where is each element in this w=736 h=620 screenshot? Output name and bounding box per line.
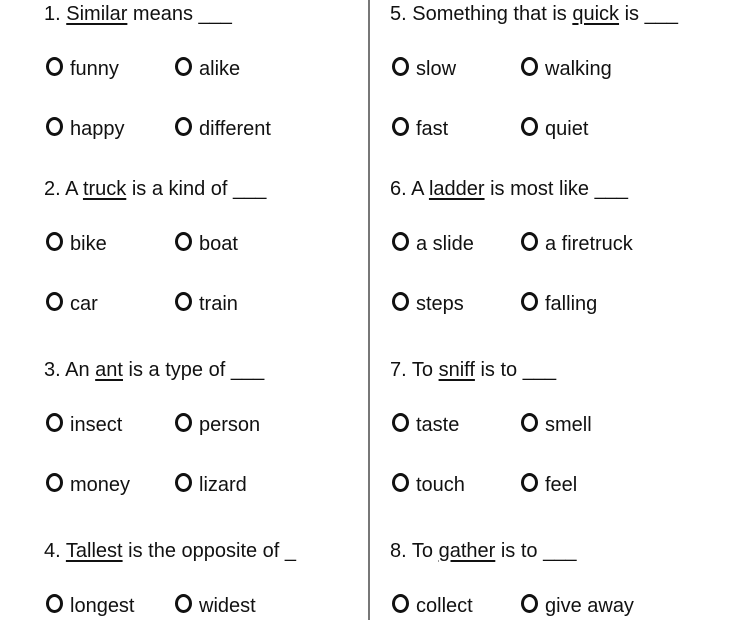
radio-circle-icon[interactable] [392, 292, 409, 311]
option-label: a firetruck [545, 233, 633, 255]
question-3 [44, 358, 264, 382]
question-suffix: is a kind of ___ [126, 178, 267, 200]
answer-option[interactable] [46, 292, 98, 316]
radio-circle-icon[interactable] [392, 232, 409, 251]
question-keyword: Similar [66, 3, 128, 25]
question-1 [44, 2, 232, 26]
radio-circle-icon[interactable] [46, 413, 63, 432]
radio-circle-icon[interactable] [521, 117, 538, 136]
option-label: person [199, 414, 261, 436]
question-number: 7. [390, 359, 407, 381]
question-number: 3. [44, 359, 61, 381]
radio-circle-icon[interactable] [392, 57, 409, 76]
radio-circle-icon[interactable] [521, 57, 538, 76]
answer-option[interactable] [46, 232, 107, 256]
answer-option[interactable] [521, 292, 597, 316]
answer-option[interactable] [175, 413, 260, 437]
option-label: car [70, 293, 98, 315]
answer-option[interactable] [175, 473, 247, 497]
question-number: 8. [390, 540, 407, 562]
question-7 [390, 358, 556, 382]
answer-option[interactable] [392, 117, 448, 141]
option-label: taste [416, 414, 460, 436]
option-label: widest [199, 595, 256, 617]
question-2 [44, 177, 266, 201]
option-label: insect [70, 414, 123, 436]
question-keyword: ant [95, 359, 123, 381]
radio-circle-icon[interactable] [521, 594, 538, 613]
answer-option[interactable] [392, 594, 473, 618]
column-divider [368, 0, 370, 620]
radio-circle-icon[interactable] [392, 473, 409, 492]
question-keyword: Tallest [65, 540, 123, 562]
answer-option[interactable] [521, 413, 592, 437]
answer-option[interactable] [175, 117, 271, 141]
option-label: funny [70, 58, 119, 80]
question-prefix: To [411, 540, 439, 562]
option-label: steps [416, 293, 464, 315]
answer-option[interactable] [175, 232, 238, 256]
question-suffix: means ___ [127, 3, 232, 25]
option-label: slow [416, 58, 457, 80]
answer-option[interactable] [46, 473, 130, 497]
option-label: fast [416, 118, 449, 140]
radio-circle-icon[interactable] [175, 232, 192, 251]
question-keyword: gather [438, 540, 496, 562]
radio-circle-icon[interactable] [175, 594, 192, 613]
answer-option[interactable] [46, 117, 125, 141]
option-label: quiet [545, 118, 589, 140]
question-6 [390, 177, 628, 201]
option-label: different [199, 118, 271, 140]
question-suffix: is the opposite of _ [122, 540, 297, 562]
option-label: give away [545, 595, 634, 617]
question-prefix: A [65, 178, 83, 200]
answer-option[interactable] [521, 57, 612, 81]
answer-option[interactable] [521, 594, 634, 618]
radio-circle-icon[interactable] [521, 413, 538, 432]
radio-circle-icon[interactable] [521, 473, 538, 492]
question-suffix: is a type of ___ [122, 359, 265, 381]
question-number: 1. [44, 3, 61, 25]
option-label: boat [199, 233, 238, 255]
radio-circle-icon[interactable] [392, 413, 409, 432]
radio-circle-icon[interactable] [175, 473, 192, 492]
option-label: train [199, 293, 238, 315]
answer-option[interactable] [521, 117, 588, 141]
answer-option[interactable] [46, 594, 135, 618]
option-label: smell [545, 414, 592, 436]
question-suffix: is ___ [619, 3, 678, 25]
option-label: money [70, 474, 131, 496]
option-label: falling [545, 293, 598, 315]
option-label: longest [70, 595, 135, 617]
answer-option[interactable] [46, 413, 122, 437]
radio-circle-icon[interactable] [46, 292, 63, 311]
question-keyword: quick [572, 3, 620, 25]
question-keyword: truck [82, 178, 127, 200]
radio-circle-icon[interactable] [46, 594, 63, 613]
answer-option[interactable] [175, 594, 256, 618]
radio-circle-icon[interactable] [175, 413, 192, 432]
question-number: 2. [44, 178, 61, 200]
radio-circle-icon[interactable] [521, 232, 538, 251]
option-label: touch [416, 474, 465, 496]
question-number: 5. [390, 3, 407, 25]
radio-circle-icon[interactable] [46, 232, 63, 251]
radio-circle-icon[interactable] [175, 57, 192, 76]
radio-circle-icon[interactable] [521, 292, 538, 311]
answer-option[interactable] [521, 232, 633, 256]
radio-circle-icon[interactable] [175, 292, 192, 311]
option-label: bike [70, 233, 107, 255]
option-label: lizard [199, 474, 247, 496]
radio-circle-icon[interactable] [46, 473, 63, 492]
question-suffix: is to ___ [474, 359, 557, 381]
radio-circle-icon[interactable] [46, 117, 63, 136]
radio-circle-icon[interactable] [175, 117, 192, 136]
radio-circle-icon[interactable] [392, 117, 409, 136]
question-prefix: A [411, 178, 429, 200]
radio-circle-icon[interactable] [46, 57, 63, 76]
answer-option[interactable] [392, 292, 464, 316]
radio-circle-icon[interactable] [392, 594, 409, 613]
option-label: feel [545, 474, 578, 496]
question-keyword: ladder [428, 178, 485, 200]
question-keyword: sniff [438, 359, 475, 381]
option-label: collect [416, 595, 473, 617]
question-8 [390, 539, 576, 563]
answer-option[interactable] [392, 57, 456, 81]
option-label: walking [545, 58, 612, 80]
answer-option[interactable] [392, 413, 459, 437]
answer-option[interactable] [175, 57, 240, 81]
question-prefix: To [411, 359, 439, 381]
question-prefix: Something that is [412, 3, 573, 25]
question-5 [390, 2, 678, 26]
question-4 [44, 539, 296, 563]
option-label: happy [70, 118, 125, 140]
question-number: 6. [390, 178, 407, 200]
option-label: alike [199, 58, 241, 80]
answer-option[interactable] [175, 292, 238, 316]
answer-option[interactable] [392, 473, 465, 497]
answer-option[interactable] [46, 57, 119, 81]
answer-option[interactable] [521, 473, 577, 497]
question-suffix: is to ___ [495, 540, 577, 562]
option-label: a slide [416, 233, 474, 255]
answer-option[interactable] [392, 232, 474, 256]
question-suffix: is most like ___ [484, 178, 628, 200]
question-number: 4. [44, 540, 61, 562]
question-prefix: An [65, 359, 96, 381]
